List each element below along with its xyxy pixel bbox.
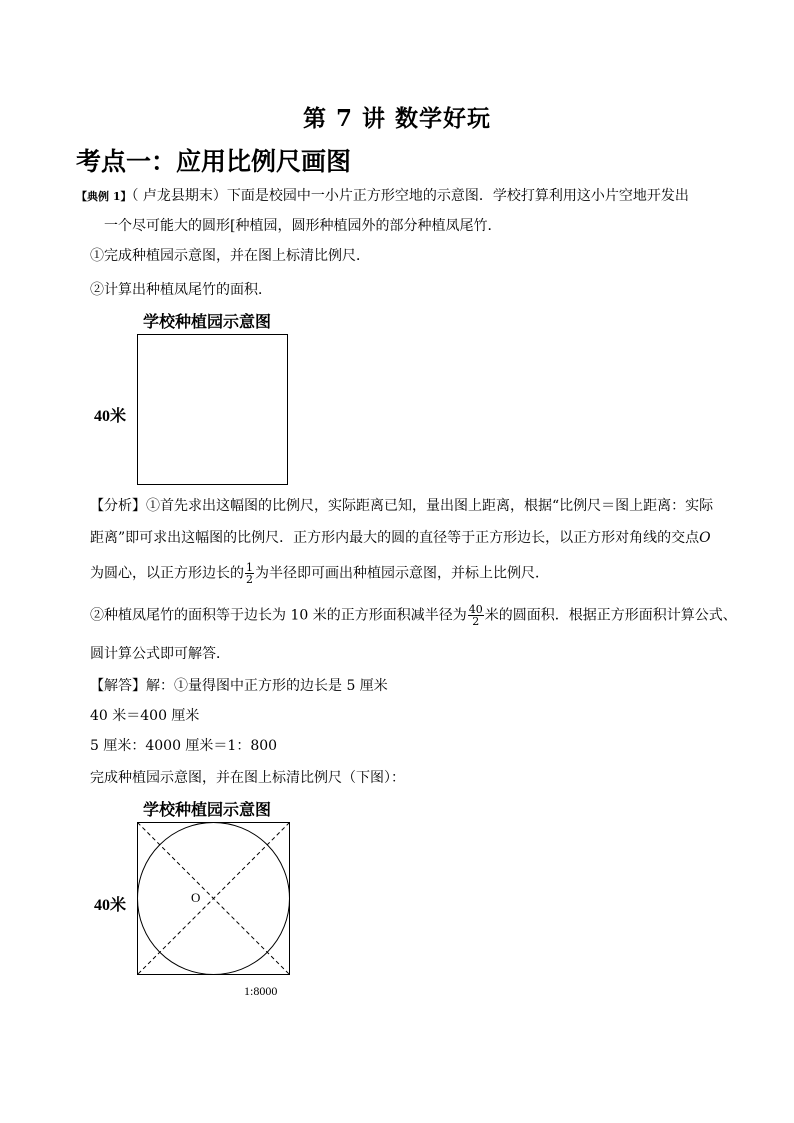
analysis-line-5: 圆计算公式即可解答． <box>90 646 230 662</box>
figure2-center-label: O <box>191 890 201 905</box>
analysis-line-3-a: 为圆心，以正方形边长的 <box>90 565 244 582</box>
figure2-scale-label: 1:8000 <box>244 984 278 998</box>
point-o-label: O <box>699 530 711 546</box>
example-text-1: （ 卢龙县期末）下面是校园中一小片正方形空地的示意图．学校打算利用这小片空地开发出 <box>131 188 689 204</box>
page-title: 第 7 讲 数学好玩 <box>302 105 492 132</box>
figure2-caption: 学校种植园示意图 <box>143 800 272 819</box>
analysis-line-4-b: 米的圆面积．根据正方形面积计算公式、 <box>484 607 737 624</box>
fraction-half-num: 1 <box>246 561 253 574</box>
solution-line-3: 5 厘米：4000 厘米＝1：800 <box>90 738 278 754</box>
solution-line-2: 40 米＝400 厘米 <box>90 708 200 724</box>
fraction-half-den: 2 <box>246 573 253 586</box>
analysis-line-2-text: 距离”即可求出这幅图的比例尺．正方形内最大的圆的直径等于正方形边长，以正方形对角线的交点 <box>90 530 700 546</box>
solution-line-4: 完成种植园示意图，并在图上标清比例尺（下图）： <box>90 770 405 786</box>
analysis-line-1: 【分析】①首先求出这幅图的比例尺，实际距离已知，量出图上距离，根据“比例尺＝图上距离：实际 <box>90 498 714 514</box>
analysis-line-3-b: 为半径即可画出种植园示意图，并标上比例尺． <box>255 565 549 582</box>
example-line-2: 一个尽可能大的圆形[种植园，圆形种植园外的部分种植凤尾竹． <box>104 218 502 234</box>
example-tag: 【典例 1】 <box>76 190 132 203</box>
analysis-line-4-a: ②种植凤尾竹的面积等于边长为 10 米的正方形面积减半径为 <box>90 607 467 624</box>
figure1-side-label: 40米 <box>94 408 127 425</box>
fraction-40-den: 2 <box>472 615 480 628</box>
solution-line-1: 【解答】解：①量得图中正方形的边长是 5 厘米 <box>90 678 388 694</box>
figure2-side-label: 40米 <box>94 897 127 914</box>
figure1-caption: 学校种植园示意图 <box>143 312 272 331</box>
fraction-40-num: 40 <box>468 603 483 616</box>
task-1: ①完成种植园示意图，并在图上标清比例尺． <box>90 248 370 264</box>
task-2: ②计算出种植凤尾竹的面积． <box>90 282 272 298</box>
section-heading: 考点一：应用比例尺画图 <box>76 147 352 176</box>
